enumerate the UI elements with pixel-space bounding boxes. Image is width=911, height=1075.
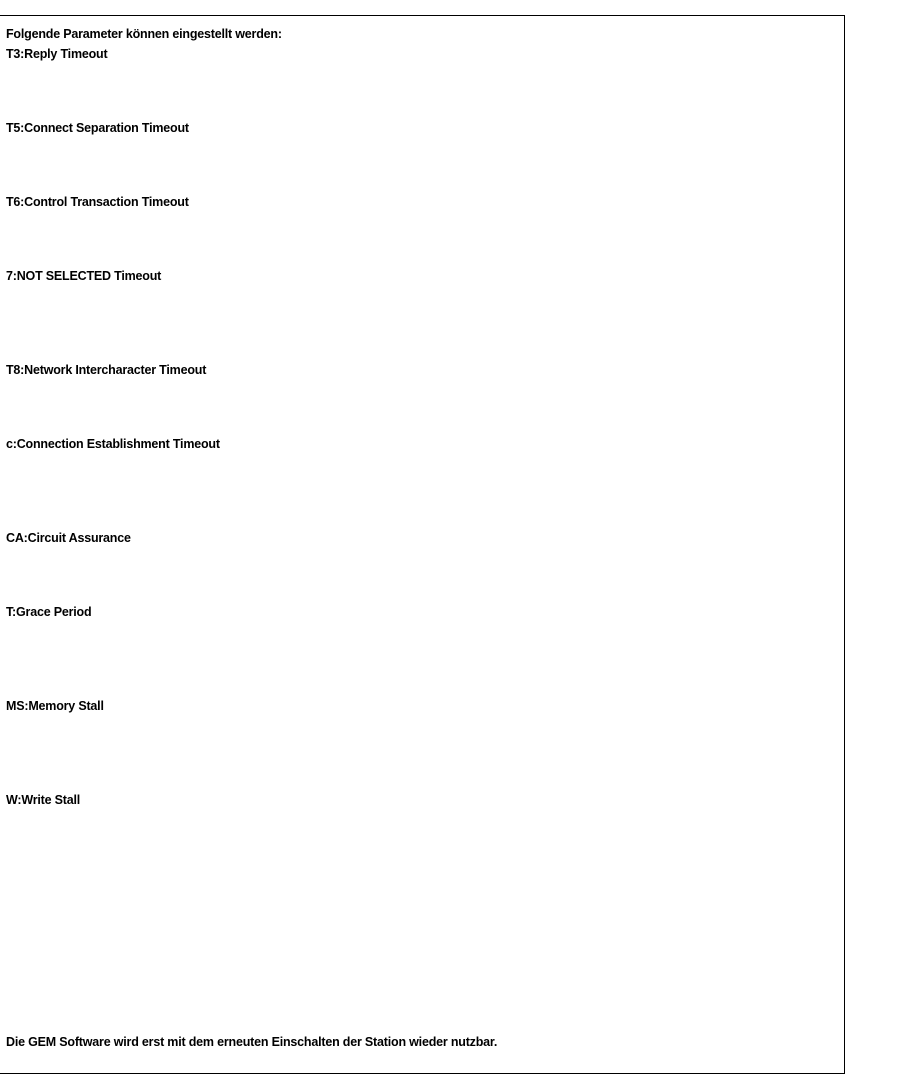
param-t5-connect-separation-timeout: T5:Connect Separation Timeout: [6, 121, 189, 135]
param-t6-control-transaction-timeout: T6:Control Transaction Timeout: [6, 195, 189, 209]
param-ms-memory-stall: MS:Memory Stall: [6, 699, 104, 713]
param-ca-circuit-assurance: CA:Circuit Assurance: [6, 531, 131, 545]
param-t8-network-intercharacter-timeout: T8:Network Intercharacter Timeout: [6, 363, 207, 377]
param-t3-reply-timeout: T3:Reply Timeout: [6, 47, 108, 61]
param-w-write-stall: W:Write Stall: [6, 793, 81, 807]
param-t-grace-period: T:Grace Period: [6, 605, 92, 619]
param-t7-not-selected-timeout: 7:NOT SELECTED Timeout: [6, 269, 162, 283]
param-c-connection-establishment-timeout: c:Connection Establishment Timeout: [6, 437, 220, 451]
intro-text: Folgende Parameter können eingestellt werden:: [6, 27, 282, 41]
footer-text: Die GEM Software wird erst mit dem erneuten Einschalten der Station wieder nutzbar.: [6, 1035, 498, 1049]
